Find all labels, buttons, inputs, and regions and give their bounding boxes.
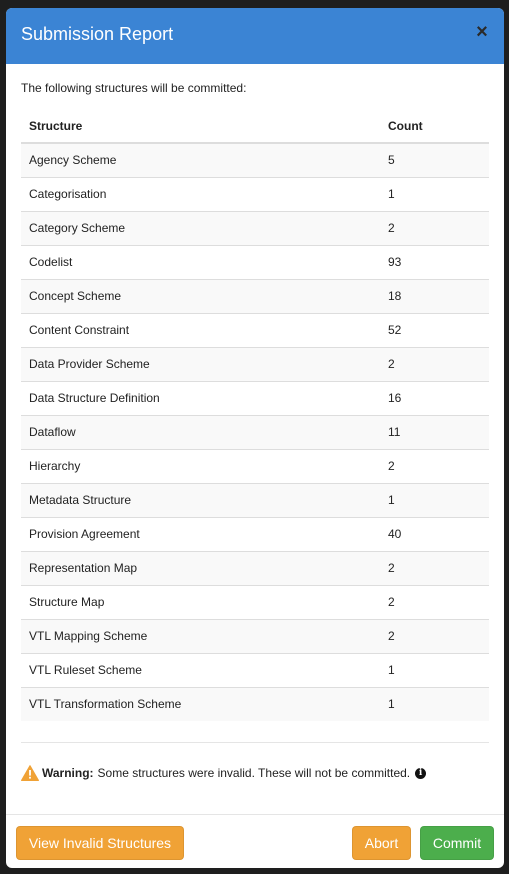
warning-triangle-icon (21, 765, 39, 781)
structure-count-cell: 16 (380, 381, 489, 415)
structure-name-cell: Categorisation (21, 177, 380, 211)
structure-name-cell: VTL Ruleset Scheme (21, 653, 380, 687)
table-row (21, 551, 489, 585)
table-row (21, 415, 489, 449)
table-row (21, 585, 489, 619)
structure-name-cell: Codelist (21, 245, 380, 279)
structure-count-cell: 52 (380, 313, 489, 347)
table-body (21, 143, 489, 721)
structure-count-cell: 5 (380, 143, 489, 177)
close-icon[interactable]: × (476, 21, 488, 43)
table-row (21, 483, 489, 517)
structure-name-cell: Agency Scheme (21, 143, 380, 177)
modal-title: Submission Report (21, 24, 174, 44)
structure-count-cell: 18 (380, 279, 489, 313)
structure-count-cell: 2 (380, 347, 489, 381)
structure-name-cell: Dataflow (21, 415, 380, 449)
table-row (21, 177, 489, 211)
structure-count-cell: 1 (380, 177, 489, 211)
structure-name-cell: Category Scheme (21, 211, 380, 245)
structure-name-cell: VTL Transformation Scheme (21, 687, 380, 721)
structure-name-cell: Provision Agreement (21, 517, 380, 551)
info-icon[interactable]: i (415, 768, 426, 779)
warning-message (21, 765, 426, 781)
structure-count-cell: 2 (380, 551, 489, 585)
structure-name-cell: Structure Map (21, 585, 380, 619)
table-row (21, 279, 489, 313)
table-row (21, 211, 489, 245)
column-header-count: Count (380, 109, 489, 143)
structure-name-cell: Concept Scheme (21, 279, 380, 313)
structure-name-cell: Data Provider Scheme (21, 347, 380, 381)
table-row (21, 245, 489, 279)
modal-footer (6, 814, 504, 868)
table-row (21, 381, 489, 415)
structure-name-cell: Content Constraint (21, 313, 380, 347)
structure-count-cell: 2 (380, 449, 489, 483)
table-row (21, 653, 489, 687)
structure-count-cell: 93 (380, 245, 489, 279)
structure-name-cell: Representation Map (21, 551, 380, 585)
structure-count-cell: 2 (380, 619, 489, 653)
table-row (21, 143, 489, 177)
structure-count-cell: 1 (380, 687, 489, 721)
structure-count-cell: 1 (380, 483, 489, 517)
table-row (21, 517, 489, 551)
modal-header (6, 8, 504, 64)
structure-count-cell: 11 (380, 415, 489, 449)
table-row (21, 449, 489, 483)
table-row (21, 619, 489, 653)
table-header-row (21, 109, 489, 143)
structure-count-cell: 2 (380, 211, 489, 245)
structure-name-cell: Metadata Structure (21, 483, 380, 517)
submission-report-modal (6, 8, 504, 868)
intro-text: The following structures will be committed: (21, 81, 247, 95)
structure-name-cell: Data Structure Definition (21, 381, 380, 415)
structure-name-cell: Hierarchy (21, 449, 380, 483)
divider (21, 742, 489, 743)
abort-button[interactable]: Abort (352, 826, 411, 860)
commit-button[interactable]: Commit (420, 826, 494, 860)
column-header-structure: Structure (21, 109, 380, 143)
structure-count-cell: 40 (380, 517, 489, 551)
structure-name-cell: VTL Mapping Scheme (21, 619, 380, 653)
table-row (21, 347, 489, 381)
warning-text: Some structures were invalid. These will not be committed. (97, 766, 411, 780)
table-row (21, 313, 489, 347)
structure-count-cell: 2 (380, 585, 489, 619)
warning-label: Warning: (42, 766, 94, 780)
structures-table (21, 109, 489, 721)
structure-count-cell: 1 (380, 653, 489, 687)
view-invalid-structures-button[interactable]: View Invalid Structures (16, 826, 184, 860)
table-row (21, 687, 489, 721)
modal-body (21, 64, 489, 721)
